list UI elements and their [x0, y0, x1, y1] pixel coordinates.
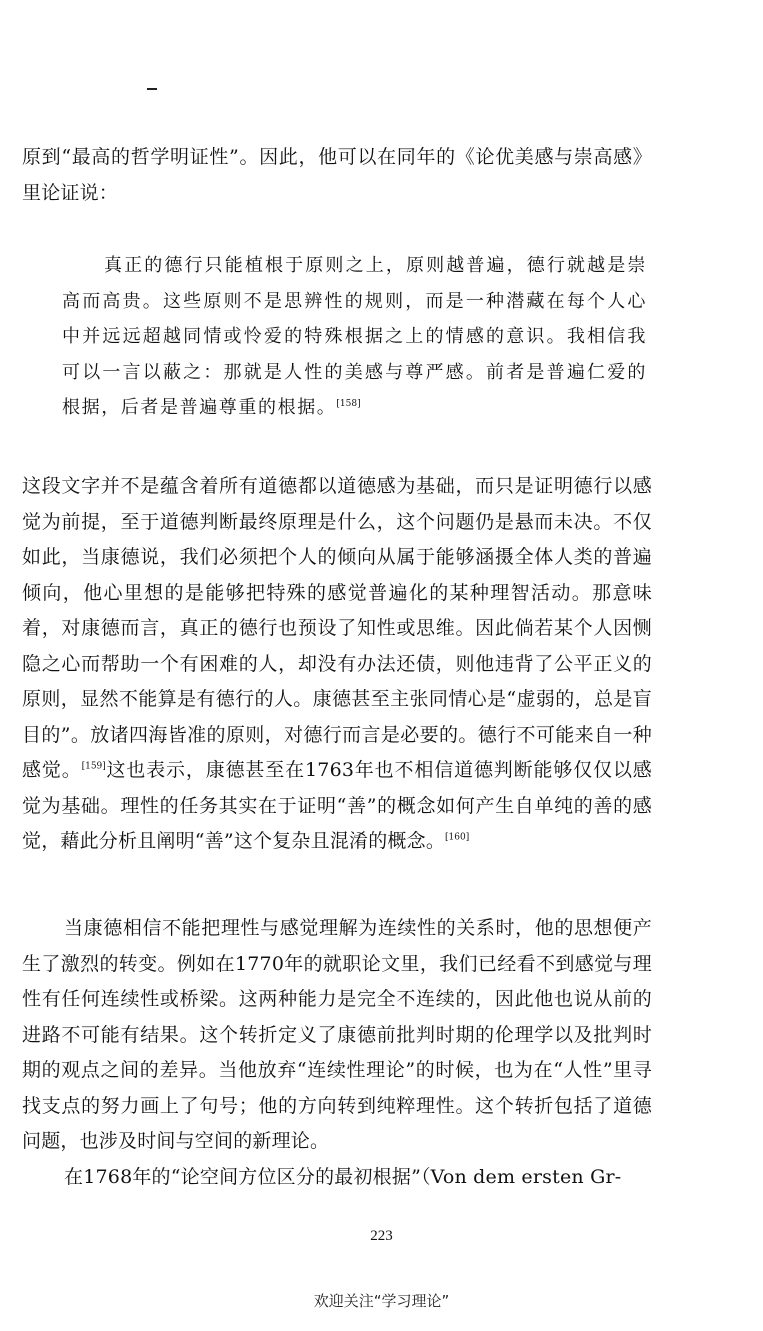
- paragraph-1: 原到“最高的哲学明证性”。因此，他可以在同年的《论优美感与崇高感》里论证说：: [22, 146, 652, 204]
- footer-note: 欢迎关注“学习理论”: [313, 1292, 450, 1310]
- paragraph-4: 在1768年的“论空间方位区分的最初根据”（Von dem ersten Gr-: [64, 1166, 622, 1188]
- block-quote-text: 真正的德行只能植根于原则之上，原则越普遍，德行就越是崇高而高贵。这些原则不是思辨性的规则，而是一种潜藏在每个人心中并远远超越同情或怜爱的特殊根据之上的情感的意识。我相信我可以一言以蔽之：那就是人性的美感与尊严感。前者是普遍仁爱的根据，后者是普遍尊重的根据。: [62, 255, 647, 418]
- paragraph-2-part-a: 这段文字并不是蕴含着所有道德都以道德感为基础，而只是证明德行以感觉为前提，至于道德判断最终原理是什么，这个问题仍是悬而未决。不仅如此，当康德说，我们必须把个人的倾向从属于能够涵摄全体人类的普遍倾向，他心里想的是能够把特殊的感觉普遍化的某种理智活动。那意味着，对康德而言，真正的德行也预设了知性或思维。因此倘若某个人因恻隐之心而帮助一个有困难的人，却没有办法还债，则他违背了公平正义的原则，显然不能算是有德行的人。康德甚至主张同情心是“虚弱的，总是盲目的”。放诸四海皆准的原则，对德行而言是必要的。德行不可能来自一种感觉。: [22, 475, 652, 781]
- paragraph-3: 当康德相信不能把理性与感觉理解为连续性的关系时，他的思想便产生了激烈的转变。例如在1770年的就职论文里，我们已经看不到感觉与理性有任何连续性或桥梁。这两种能力是完全不连续的，因此他也说从前的进路不可能有结果。这个转折定义了康德前批判时期的伦理学以及批判时期的观点之间的差异。当他放弃“连续性理论”的时候，也为在“人性”里寻找支点的努力画上了句号；他的方向转到纯粹理性。这个转折包括了道德问题，也涉及时间与空间的新理论。: [22, 917, 652, 1152]
- page-number: 223: [370, 1228, 393, 1244]
- footnote-ref-159: [159]: [81, 761, 106, 772]
- footnote-ref-160: [160]: [445, 832, 470, 843]
- block-quote: [62, 248, 647, 426]
- paragraph-2-part-b: 这也表示，康德甚至在1763年也不相信道德判断能够仅仅以感觉为基础。理性的任务其实在于证明“善”的概念如何产生自单纯的善的感觉，藉此分析且阐明“善”这个复杂且混淆的概念。: [22, 759, 652, 852]
- footnote-ref-158: [158]: [336, 399, 361, 409]
- scan-speck: [147, 88, 157, 90]
- paragraph-2: [22, 469, 652, 860]
